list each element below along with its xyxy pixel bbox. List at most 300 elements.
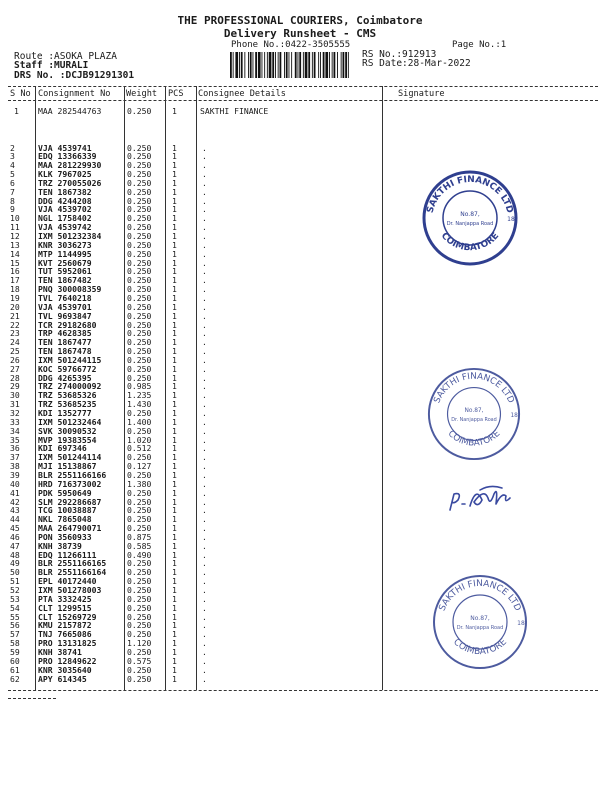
row-sno: 12 bbox=[10, 231, 20, 241]
row-mark: . bbox=[202, 239, 207, 250]
row-weight: 0.250 bbox=[127, 337, 152, 348]
stamp-city: COIMBATORE bbox=[451, 637, 509, 658]
row-mark: . bbox=[202, 213, 207, 224]
row-consignment: CLT 15269729 bbox=[38, 611, 97, 622]
row-weight: 0.250 bbox=[127, 275, 152, 286]
row-pcs: 1 bbox=[172, 177, 177, 188]
row-pcs: 1 bbox=[172, 372, 177, 383]
row-weight: 0.250 bbox=[127, 514, 152, 525]
table-row bbox=[0, 107, 600, 116]
stamp-pin: 18 bbox=[510, 412, 518, 419]
col-pcs: PCS bbox=[168, 89, 184, 99]
row-weight: 0.250 bbox=[127, 496, 152, 507]
row-consignment: MAA 264790071 bbox=[38, 523, 102, 534]
row-weight: 1.120 bbox=[127, 638, 152, 649]
row-weight: 0.250 bbox=[127, 567, 152, 578]
row-pcs: 1 bbox=[172, 390, 177, 401]
barcode-bar bbox=[241, 52, 243, 78]
barcode-bar bbox=[233, 52, 234, 78]
row-weight: 0.250 bbox=[127, 248, 152, 259]
row-weight: 0.250 bbox=[127, 408, 152, 418]
barcode-bar bbox=[314, 52, 316, 78]
row-pcs: 1 bbox=[172, 452, 177, 463]
svg-text:COIMBATORE bbox=[446, 429, 503, 449]
drs-number: DRS No. :DCJB91291301 bbox=[14, 70, 135, 81]
stamp-city: COIMBATORE bbox=[445, 428, 503, 449]
barcode-bar bbox=[230, 52, 232, 78]
row-weight: 0.250 bbox=[127, 346, 152, 357]
stamp-address-1: No.87, bbox=[464, 408, 484, 415]
row-weight: 0.250 bbox=[127, 292, 152, 303]
row-consignment: EDQ 13366339 bbox=[38, 151, 97, 162]
row-weight: 0.250 bbox=[127, 204, 152, 215]
row-pcs: 1 bbox=[172, 549, 177, 560]
row-weight: 0.585 bbox=[127, 540, 152, 551]
barcode-bar bbox=[264, 52, 265, 78]
row-sno: 38 bbox=[10, 461, 20, 472]
row-pcs: 1 bbox=[172, 469, 177, 480]
row-weight: 0.875 bbox=[127, 531, 152, 542]
row-pcs: 1 bbox=[172, 328, 177, 339]
row-mark: . bbox=[202, 390, 207, 401]
barcode-bar bbox=[341, 52, 342, 78]
row-weight: 0.512 bbox=[127, 443, 152, 454]
row-weight: 0.250 bbox=[127, 151, 152, 162]
row-consignment: VJA 4539742 bbox=[38, 222, 92, 233]
row-consignment: TVL 9693847 bbox=[38, 310, 92, 321]
row-pcs: 1 bbox=[172, 461, 177, 472]
row-sno: 9 bbox=[10, 204, 15, 215]
row-weight: 0.250 bbox=[127, 284, 152, 295]
barcode-bar bbox=[235, 52, 238, 78]
company-stamp bbox=[425, 365, 523, 463]
row-sno: 22 bbox=[10, 319, 20, 330]
row-sno: 27 bbox=[10, 363, 20, 374]
row-pcs: 1 bbox=[172, 231, 177, 241]
barcode-bar bbox=[345, 52, 347, 78]
row-weight: 0.250 bbox=[127, 257, 152, 268]
barcode-bar bbox=[250, 52, 252, 78]
row-pcs: 1 bbox=[172, 664, 177, 675]
row-sno: 1 bbox=[14, 106, 19, 116]
barcode-bar bbox=[320, 52, 321, 78]
row-sno: 49 bbox=[10, 558, 20, 569]
row-consignment: PRO 12849622 bbox=[38, 655, 97, 666]
row-sno: 35 bbox=[10, 434, 20, 445]
row-sno: 26 bbox=[10, 354, 20, 365]
row-mark: . bbox=[202, 142, 207, 153]
row-consignment: KDI 1352777 bbox=[38, 408, 92, 418]
row-weight: 1.430 bbox=[127, 399, 152, 410]
row-sno: 42 bbox=[10, 496, 20, 507]
row-mark: . bbox=[202, 496, 207, 507]
row-mark: . bbox=[202, 195, 207, 206]
row-mark: . bbox=[202, 434, 207, 445]
row-mark: . bbox=[202, 576, 207, 587]
barcode-bar bbox=[334, 52, 336, 78]
row-consignment: IXM 501232464 bbox=[38, 416, 102, 427]
row-mark: . bbox=[202, 585, 207, 595]
row-sno: 30 bbox=[10, 390, 20, 401]
header-divider-bottom bbox=[8, 100, 598, 101]
row-weight: 0.250 bbox=[127, 558, 152, 569]
row-mark: . bbox=[202, 452, 207, 463]
row-consignment: DDG 4244208 bbox=[38, 195, 92, 206]
barcode-bar bbox=[305, 52, 308, 78]
row-pcs: 1 bbox=[172, 195, 177, 206]
table-end-mark bbox=[8, 698, 56, 699]
row-pcs: 1 bbox=[172, 160, 177, 171]
row-weight: 0.250 bbox=[127, 611, 152, 622]
row-mark: . bbox=[202, 655, 207, 666]
row-mark: . bbox=[202, 408, 207, 418]
row-mark: . bbox=[202, 629, 207, 640]
col-weight: Weight bbox=[126, 89, 158, 99]
row-pcs: 1 bbox=[172, 248, 177, 259]
row-weight: 0.250 bbox=[127, 487, 152, 498]
row-sno: 56 bbox=[10, 620, 20, 631]
handwritten-signature bbox=[440, 480, 520, 516]
barcode-bar bbox=[318, 52, 319, 78]
row-mark: . bbox=[202, 186, 207, 197]
row-consignment: DDG 4265395 bbox=[38, 372, 92, 383]
row-consignment: EPL 40172440 bbox=[38, 576, 97, 587]
row-mark: . bbox=[202, 399, 207, 410]
barcode-bar bbox=[267, 52, 268, 78]
row-consignment: CLT 1299515 bbox=[38, 602, 92, 613]
row-consignment: KLK 7967025 bbox=[38, 169, 92, 180]
row-pcs: 1 bbox=[172, 292, 177, 303]
stamp-address-1: No.87, bbox=[470, 615, 490, 622]
row-weight: 0.250 bbox=[127, 186, 152, 197]
row-weight: 0.250 bbox=[127, 363, 152, 374]
row-consignment: MTP 1144995 bbox=[38, 248, 92, 259]
row-sno: 15 bbox=[10, 257, 20, 268]
stamp-name: SAKTHI FINANCE LTD bbox=[425, 174, 515, 215]
row-weight: 0.575 bbox=[127, 655, 152, 666]
row-mark: . bbox=[202, 558, 207, 569]
row-pcs: 1 bbox=[172, 585, 177, 595]
row-mark: . bbox=[202, 620, 207, 631]
rs-number: RS No.:912913 bbox=[362, 49, 437, 60]
row-mark: . bbox=[202, 443, 207, 454]
row-mark: . bbox=[202, 523, 207, 534]
row-pcs: 1 bbox=[172, 257, 177, 268]
row-consignment: KVT 2560679 bbox=[38, 257, 92, 268]
stamp-pin: 18 bbox=[507, 216, 515, 223]
row-weight: 0.250 bbox=[127, 425, 152, 436]
row-consignment: BLR 2551166166 bbox=[38, 469, 107, 480]
row-mark: . bbox=[202, 328, 207, 339]
row-mark: . bbox=[202, 310, 207, 321]
route-label: Route :ASOKA PLAZA bbox=[14, 51, 117, 62]
row-mark: . bbox=[202, 673, 207, 684]
col-sno: S No bbox=[10, 89, 31, 99]
row-pcs: 1 bbox=[172, 363, 177, 374]
row-weight: 0.250 bbox=[127, 301, 152, 312]
row-mark: . bbox=[202, 611, 207, 622]
barcode bbox=[230, 52, 350, 78]
row-mark: . bbox=[202, 204, 207, 215]
row-pcs: 1 bbox=[172, 567, 177, 578]
row-pcs: 1 bbox=[172, 629, 177, 640]
row-mark: . bbox=[202, 169, 207, 180]
row-weight: 0.250 bbox=[127, 310, 152, 321]
row-pcs: 1 bbox=[172, 275, 177, 286]
row-pcs: 1 bbox=[172, 399, 177, 410]
row-pcs: 1 bbox=[172, 620, 177, 631]
row-weight: 0.250 bbox=[127, 142, 152, 153]
row-sno: 21 bbox=[10, 310, 20, 321]
row-pcs: 1 bbox=[172, 346, 177, 357]
barcode-bar bbox=[286, 52, 288, 78]
row-weight: 0.250 bbox=[127, 452, 152, 463]
row-sno: 36 bbox=[10, 443, 20, 454]
row-consignment: TNJ 7665086 bbox=[38, 629, 92, 640]
table-row bbox=[0, 533, 600, 542]
row-consignment: TRZ 274000092 bbox=[38, 381, 102, 392]
row-pcs: 1 bbox=[172, 514, 177, 525]
row-mark: . bbox=[202, 638, 207, 649]
barcode-bar bbox=[275, 52, 276, 78]
row-pcs: 1 bbox=[172, 310, 177, 321]
row-mark: . bbox=[202, 505, 207, 516]
row-sno: 62 bbox=[10, 673, 20, 684]
row-sno: 13 bbox=[10, 239, 20, 250]
phone-number: Phone No.:0422-3505555 bbox=[231, 40, 351, 50]
row-mark: . bbox=[202, 319, 207, 330]
row-pcs: 1 bbox=[172, 611, 177, 622]
row-pcs: 1 bbox=[172, 576, 177, 587]
row-pcs: 1 bbox=[172, 655, 177, 666]
row-pcs: 1 bbox=[172, 213, 177, 224]
row-mark: . bbox=[202, 567, 207, 578]
row-pcs: 1 bbox=[172, 425, 177, 436]
rs-date: RS Date:28-Mar-2022 bbox=[362, 58, 471, 69]
runsheet-title: Delivery Runsheet - CMS bbox=[223, 27, 377, 40]
row-consignment: TVL 7640218 bbox=[38, 292, 92, 303]
row-pcs: 1 bbox=[172, 169, 177, 180]
barcode-bar bbox=[299, 52, 301, 78]
row-consignment: PRO 13131825 bbox=[38, 638, 97, 649]
stamp-city: COIMBATORE bbox=[438, 231, 502, 254]
barcode-bar bbox=[298, 52, 299, 78]
row-pcs: 1 bbox=[172, 142, 177, 153]
row-mark: . bbox=[202, 292, 207, 303]
row-pcs: 1 bbox=[172, 531, 177, 542]
row-consignment: TEN 1867478 bbox=[38, 346, 92, 357]
row-pcs: 1 bbox=[172, 673, 177, 684]
row-mark: . bbox=[202, 664, 207, 675]
barcode-bar bbox=[255, 52, 257, 78]
row-weight: 1.235 bbox=[127, 390, 152, 401]
row-consignment: MAA 281229930 bbox=[38, 160, 102, 171]
col-signature: Signature bbox=[398, 89, 445, 99]
stamp-pin: 18 bbox=[517, 620, 525, 627]
row-sno: 43 bbox=[10, 505, 20, 516]
row-consignment: SVK 30090532 bbox=[38, 425, 97, 436]
row-mark: . bbox=[202, 540, 207, 551]
row-sno: 40 bbox=[10, 478, 20, 489]
row-consignment: APY 614345 bbox=[38, 673, 87, 684]
row-consignment: KMU 2157872 bbox=[38, 620, 92, 631]
barcode-bar bbox=[280, 52, 282, 78]
row-weight: 0.250 bbox=[127, 629, 152, 640]
row-consignment: TRP 4628385 bbox=[38, 328, 92, 339]
row-weight: 1.400 bbox=[127, 416, 152, 427]
row-pcs: 1 bbox=[172, 301, 177, 312]
row-weight: 0.985 bbox=[127, 381, 152, 392]
row-weight: 0.250 bbox=[127, 222, 152, 233]
barcode-bar bbox=[337, 52, 338, 78]
row-consignment: PNQ 300008359 bbox=[38, 284, 102, 295]
stamp-seal bbox=[429, 369, 519, 459]
stamp-address-2: Dr. Nanjappa Road bbox=[451, 416, 497, 423]
row-consignment: TEN 1867477 bbox=[38, 337, 92, 348]
row-weight: 0.250 bbox=[127, 469, 152, 480]
company-title: THE PROFESSIONAL COURIERS, Coimbatore bbox=[177, 14, 423, 27]
row-mark: . bbox=[202, 301, 207, 312]
row-mark: . bbox=[202, 222, 207, 233]
row-sno: 58 bbox=[10, 638, 20, 649]
stamp-name: SAKTHI FINANCE LTD bbox=[432, 371, 516, 405]
row-weight: 0.250 bbox=[127, 239, 152, 250]
row-consignment: KNH 38739 bbox=[38, 540, 82, 551]
row-pcs: 1 bbox=[172, 505, 177, 516]
staff-label: Staff :MURALI bbox=[14, 60, 89, 71]
row-pcs: 1 bbox=[172, 151, 177, 162]
row-mark: . bbox=[202, 469, 207, 480]
row-consignment: PTA 3332425 bbox=[38, 593, 92, 604]
row-sno: 46 bbox=[10, 531, 20, 542]
barcode-bar bbox=[253, 52, 254, 78]
row-consignment: TCR 29182680 bbox=[38, 319, 97, 330]
row-pcs: 1 bbox=[172, 337, 177, 348]
row-sno: 60 bbox=[10, 655, 20, 666]
row-consignment: KNR 3036273 bbox=[38, 239, 92, 250]
row-consignment: TEN 1867382 bbox=[38, 186, 92, 197]
row-mark: . bbox=[202, 354, 207, 365]
row-sno: 28 bbox=[10, 372, 20, 383]
stamp-address-1: No.87, bbox=[460, 211, 480, 218]
row-consignment: MJI 15138867 bbox=[38, 461, 97, 472]
row-sno: 33 bbox=[10, 416, 20, 427]
svg-text:SAKTHI FINANCE LTD bbox=[432, 372, 515, 405]
row-weight: 1.380 bbox=[127, 478, 152, 489]
row-mark: . bbox=[202, 151, 207, 162]
row-sno: 14 bbox=[10, 248, 20, 259]
row-pcs: 1 bbox=[172, 416, 177, 427]
row-sno: 24 bbox=[10, 337, 20, 348]
row-mark: . bbox=[202, 487, 207, 498]
svg-text:SAKTHI FINANCE LTD bbox=[438, 579, 523, 613]
barcode-bar bbox=[239, 52, 240, 78]
row-weight: 0.250 bbox=[127, 169, 152, 180]
row-mark: . bbox=[202, 461, 207, 472]
row-consignment: KNR 3035640 bbox=[38, 664, 92, 675]
row-mark: . bbox=[202, 337, 207, 348]
row-consignment: TRZ 270055026 bbox=[38, 177, 102, 188]
row-consignment: BLR 2551166164 bbox=[38, 567, 107, 578]
row-sno: 16 bbox=[10, 266, 20, 277]
barcode-bar bbox=[329, 52, 330, 78]
barcode-bar bbox=[272, 52, 274, 78]
row-mark: . bbox=[202, 257, 207, 268]
row-consignment: MAA 282544763 bbox=[38, 106, 102, 116]
row-mark: . bbox=[202, 284, 207, 295]
row-consignment: IXM 501244114 bbox=[38, 452, 102, 463]
row-sno: 17 bbox=[10, 275, 20, 286]
row-sno: 52 bbox=[10, 585, 20, 595]
row-sno: 51 bbox=[10, 576, 20, 587]
row-mark: . bbox=[202, 416, 207, 427]
row-pcs: 1 bbox=[172, 540, 177, 551]
row-mark: . bbox=[202, 363, 207, 374]
row-sno: 19 bbox=[10, 292, 20, 303]
row-sno: 31 bbox=[10, 399, 20, 410]
table-row bbox=[0, 675, 600, 684]
row-sno: 6 bbox=[10, 177, 15, 188]
row-consignment: PDK 5950649 bbox=[38, 487, 92, 498]
row-mark: . bbox=[202, 177, 207, 188]
row-mark: . bbox=[202, 593, 207, 604]
row-weight: 0.250 bbox=[127, 646, 152, 657]
row-consignee: SAKTHI FINANCE bbox=[200, 106, 269, 116]
svg-text:SAKTHI FINANCE LTD bbox=[426, 175, 515, 214]
row-sno: 7 bbox=[10, 186, 15, 197]
barcode-bar bbox=[262, 52, 263, 78]
row-weight: 0.250 bbox=[127, 664, 152, 675]
row-consignment: MVP 19383554 bbox=[38, 434, 97, 445]
row-pcs: 1 bbox=[172, 284, 177, 295]
row-weight: 0.250 bbox=[127, 328, 152, 339]
row-consignment: TUT 5952061 bbox=[38, 266, 92, 277]
row-mark: . bbox=[202, 514, 207, 525]
row-consignment: IXM 501232384 bbox=[38, 231, 102, 241]
page-number: Page No.:1 bbox=[452, 40, 507, 50]
row-weight: 0.250 bbox=[127, 106, 152, 116]
row-pcs: 1 bbox=[172, 106, 177, 116]
row-mark: . bbox=[202, 160, 207, 171]
row-mark: . bbox=[202, 275, 207, 286]
row-sno: 50 bbox=[10, 567, 20, 578]
barcode-bar bbox=[248, 52, 249, 78]
row-sno: 25 bbox=[10, 346, 20, 357]
row-pcs: 1 bbox=[172, 434, 177, 445]
row-weight: 0.250 bbox=[127, 585, 152, 595]
row-sno: 55 bbox=[10, 611, 20, 622]
row-consignment: VJA 4539741 bbox=[38, 142, 92, 153]
row-mark: . bbox=[202, 372, 207, 383]
barcode-bar bbox=[244, 52, 245, 78]
row-consignment: VJA 4539701 bbox=[38, 301, 92, 312]
row-sno: 59 bbox=[10, 646, 20, 657]
row-weight: 0.250 bbox=[127, 505, 152, 516]
company-stamp bbox=[420, 168, 520, 268]
stamp-address-2: Dr. Nanjappa Road bbox=[446, 221, 494, 227]
row-sno: 45 bbox=[10, 523, 20, 534]
row-consignment: TEN 1867482 bbox=[38, 275, 92, 286]
barcode-bar bbox=[269, 52, 272, 78]
row-weight: 0.250 bbox=[127, 372, 152, 383]
row-pcs: 1 bbox=[172, 558, 177, 569]
row-sno: 18 bbox=[10, 284, 20, 295]
stamp-seal bbox=[434, 576, 526, 668]
barcode-bar bbox=[332, 52, 333, 78]
row-pcs: 1 bbox=[172, 266, 177, 277]
row-sno: 2 bbox=[10, 142, 15, 153]
row-sno: 4 bbox=[10, 160, 15, 171]
